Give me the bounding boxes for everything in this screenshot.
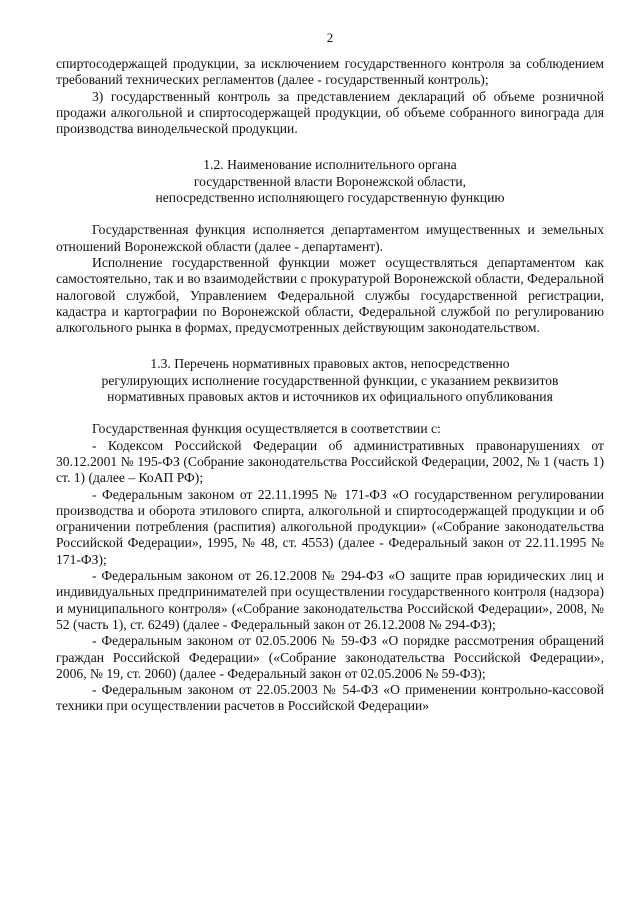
list-item: - Федеральным законом от 02.05.2006 № 59-ФЗ «О порядке рассмотрения обращений граждан Российской Федерации» («Собрание законодательства Российской Федерации», 2006, № 19, ст. 2060) (далее - Федеральный закон от 02.05.2006 № 59-ФЗ); <box>56 633 604 681</box>
list-item: - Федеральным законом от 22.11.1995 № 171-ФЗ «О государственном регулировании производства и оборота этилового спирта, алкогольной и спиртосодержащей продукции и об ограничении потребления (распития) алкогольной продукции» («Собрание законодательства Российской Федерации», 1995, № 48, ст. 4553) (далее - Федеральный закон от 22.11.1995 № 171-ФЗ); <box>56 486 604 567</box>
paragraph: Государственная функция осуществляется в соответствии с: <box>92 421 441 437</box>
paragraph: 3) государственный контроль за представлением деклараций об объеме розничной продажи алкогольной и спиртосодержащей продукции, об объеме собранного винограда для производства винодельческой продукции. <box>56 88 604 137</box>
list-item: - Кодексом Российской Федерации об административных правонарушениях от 30.12.2001 № 195-ФЗ (Собрание законодательства Российской Федерации, 2002, № 1 (часть 1) ст. 1) (далее – КоАП РФ); <box>56 437 604 486</box>
heading-line: 1.2. Наименование исполнительного органа <box>203 157 457 173</box>
top-paragraphs <box>56 56 604 137</box>
page-number: 2 <box>326 30 334 45</box>
heading-line: государственной власти Воронежской области, <box>193 173 467 189</box>
heading-line: 1.3. Перечень нормативных правовых актов, непосредственно <box>150 356 510 372</box>
section-heading-1-2 <box>56 157 604 206</box>
heading-line: регулирующих исполнение государственной функции, с указанием реквизитов <box>101 372 559 388</box>
paragraph: Государственная функция исполняется департаментом имущественных и земельных отношений Воронежской области (далее - департамент). <box>56 222 604 254</box>
list-item: - Федеральным законом от 26.12.2008 № 294-ФЗ «О защите прав юридических лиц и индивидуальных предпринимателей при осуществлении государственного контроля (надзора) и муниципального контроля» («Собрание законодательства Российской Федерации», 2008, № 52 (часть 1), ст. 6249) (далее - Федеральный закон от 26.12.2008 № 294-ФЗ); <box>56 568 604 632</box>
section-heading-1-3 <box>56 356 604 405</box>
paragraph: спиртосодержащей продукции, за исключением государственного контроля за соблюдением требований технических регламентов (далее - государственный контроль); <box>56 56 604 88</box>
section-1-2-body <box>56 222 604 336</box>
section-1-3-body <box>56 421 604 714</box>
paragraph: Исполнение государственной функции может осуществляться департаментом как самостоятельно, так и во взаимодействии с прокуратурой Воронежской области, Федеральной налоговой службой, Управлением Федеральной службы государственной регистрации, кадастра и картографии по Воронежской области, Федеральной службой по регулированию алкогольного рынка в формах, предусмотренных действующим законодательством. <box>56 254 604 336</box>
heading-line: нормативных правовых актов и источников их официального опубликования <box>107 389 553 405</box>
list-item: - Федеральным законом от 22.05.2003 № 54-ФЗ «О применении контрольно-кассовой техники при осуществлении расчетов в Российской Федерации» <box>56 682 604 714</box>
heading-line: непосредственно исполняющего государственную функцию <box>155 190 505 206</box>
